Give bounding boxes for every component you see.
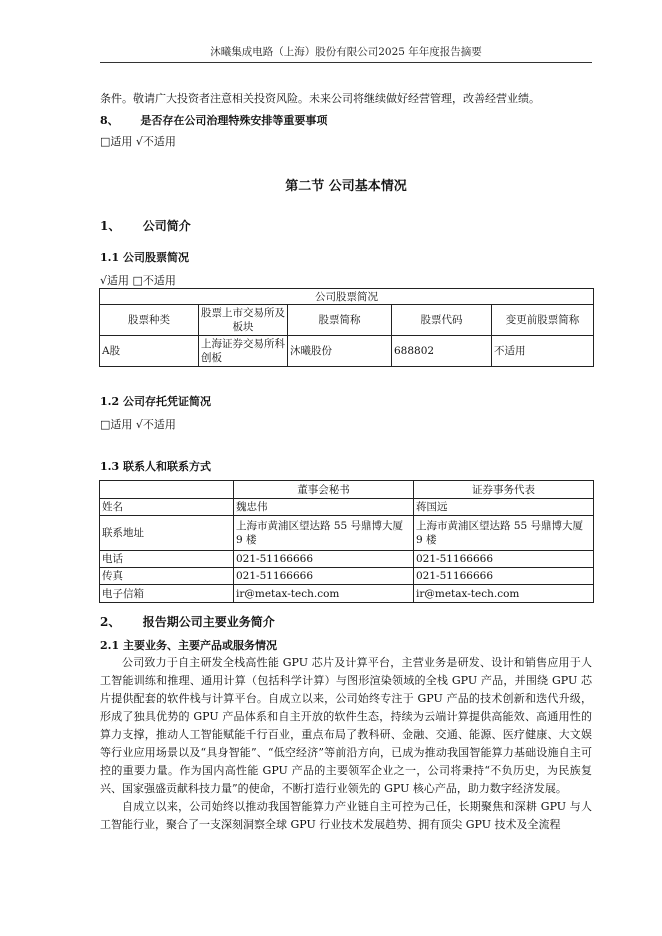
paragraph: 自成立以来，公司始终以推动我国智能算力产业链自主可控为己任，长期聚焦和深耕 GPU 与人工智能行业，聚合了一支深刻洞察全球 GPU 行业技术发展趋势、拥有顶尖 GPU 技术及全流程 — [100, 800, 592, 831]
item8-applicability: □适用 √不适用 — [100, 135, 176, 148]
contact-row-secretary: 021-51166666 — [234, 551, 414, 568]
contact-row-rep: 021-51166666 — [414, 568, 594, 585]
stock-table-header: 变更前股票简称 — [492, 305, 594, 336]
stock-table-header: 股票上市交易所及板块 — [199, 305, 288, 336]
stock-info-table — [99, 288, 594, 367]
stock-table-caption: 公司股票简况 — [100, 289, 594, 305]
s11-applicability: √适用 □不适用 — [100, 274, 176, 287]
stock-table-cell: 沐曦股份 — [288, 336, 392, 367]
s21-title: 2.1 主要业务、主要产品或服务情况 — [100, 639, 277, 652]
contact-row-label: 传真 — [100, 568, 234, 585]
s2-number: 2、 — [100, 615, 121, 629]
contact-row-label: 联系地址 — [100, 516, 234, 551]
s12-title: 1.2 公司存托凭证简况 — [100, 395, 211, 408]
s12-applicability: □适用 √不适用 — [100, 418, 176, 431]
contact-row-rep: ir@metax-tech.com — [414, 585, 594, 603]
contact-row-secretary: 021-51166666 — [234, 568, 414, 585]
business-description — [100, 654, 592, 834]
header-divider — [100, 62, 592, 63]
page-header: 沐曦集成电路（上海）股份有限公司2025 年年度报告摘要 — [210, 46, 482, 58]
contact-row-secretary: 魏忠伟 — [234, 499, 414, 516]
stock-table-cell: A股 — [100, 336, 199, 367]
contact-header-rep: 证券事务代表 — [414, 481, 594, 499]
item8-title: 是否存在公司治理特殊安排等重要事项 — [140, 114, 328, 127]
stock-table-cell: 不适用 — [492, 336, 594, 367]
paragraph: 公司致力于自主研发全栈高性能 GPU 芯片及计算平台，主营业务是研发、设计和销售应用于人工智能训练和推理、通用计算（包括科学计算）与图形渲染领域的全栈 GPU 产品，并围绕 GPU 芯片提供配套的软件栈与计算平台。自成立以来，公司始终专注于 GPU 产品的技术创新和迭代升级，形成了独具优势的 GPU 产品体系和自主开放的软件生态，持续为云端计算提供高能效、高通用性的算力支撑，推动人工智能赋能千行百业，重点布局了教科研、金融、交通、能源、医疗健康、大文娱等行业应用场景以及“具身智能”、“低空经济”等前沿方向，已成为推动我国智能算力基础设施自主可控的重要力量。作为国内高性能 GPU 产品的主要领军企业之一，公司将秉持“不负历史，为民族复兴、国家强盛贡献科技力量”的使命，不断打造行业领先的 GPU 核心产品，助力数字经济发展。 — [100, 656, 592, 795]
contact-header-secretary: 董事会秘书 — [234, 481, 414, 499]
contact-table — [99, 480, 594, 603]
s11-title: 1.1 公司股票简况 — [100, 251, 189, 264]
contact-row-secretary: 上海市黄浦区望达路 55 号鼎博大厦 9 楼 — [234, 516, 414, 551]
s1-title: 公司简介 — [142, 219, 191, 233]
contact-row-secretary: ir@metax-tech.com — [234, 585, 414, 603]
stock-table-header: 股票种类 — [100, 305, 199, 336]
contact-row-label: 电话 — [100, 551, 234, 568]
s1-number: 1、 — [100, 219, 121, 233]
contact-row-label: 电子信箱 — [100, 585, 234, 603]
item8-number: 8、 — [100, 114, 119, 127]
s2-title: 报告期公司主要业务简介 — [142, 615, 275, 629]
section-title: 第二节 公司基本情况 — [285, 179, 407, 194]
continued-text: 条件。敬请广大投资者注意相关投资风险。未来公司将继续做好经营管理，改善经营业绩。 — [100, 92, 540, 105]
s1-heading — [100, 217, 191, 234]
item8-heading — [100, 112, 327, 128]
stock-table-header: 股票简称 — [288, 305, 392, 336]
stock-table-cell: 688802 — [392, 336, 492, 367]
s13-title: 1.3 联系人和联系方式 — [100, 460, 211, 473]
stock-table-cell: 上海证券交易所科创板 — [199, 336, 288, 367]
contact-row-rep: 021-51166666 — [414, 551, 594, 568]
s2-heading — [100, 613, 275, 630]
contact-row-rep: 蒋国远 — [414, 499, 594, 516]
contact-row-label: 姓名 — [100, 499, 234, 516]
stock-table-header: 股票代码 — [392, 305, 492, 336]
contact-header-empty — [100, 481, 234, 499]
contact-row-rep: 上海市黄浦区望达路 55 号鼎博大厦 9 楼 — [414, 516, 594, 551]
